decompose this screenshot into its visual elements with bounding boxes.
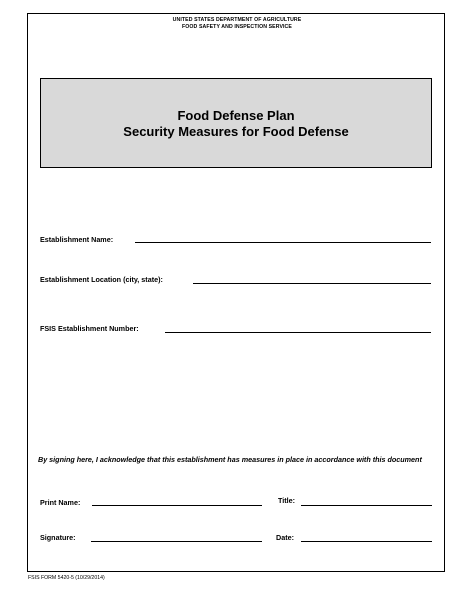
establishment-location-field[interactable] xyxy=(193,283,431,284)
title-box xyxy=(40,78,432,168)
agency-name: UNITED STATES DEPARTMENT OF AGRICULTURE xyxy=(172,17,302,23)
print-name-field[interactable] xyxy=(92,505,262,506)
establishment-name-field[interactable] xyxy=(135,242,431,243)
signature-label: Signature: xyxy=(40,533,76,542)
form-title: Food Defense Plan xyxy=(177,108,295,123)
acknowledgment-text: By signing here, I acknowledge that this establishment has measures in place in accordance with this document xyxy=(38,455,422,464)
print-name-label: Print Name: xyxy=(40,498,81,507)
signature-field[interactable] xyxy=(91,541,262,542)
date-label: Date: xyxy=(276,533,294,542)
date-field[interactable] xyxy=(301,541,432,542)
establishment-name-label: Establishment Name: xyxy=(40,235,114,244)
form-subtitle: Security Measures for Food Defense xyxy=(123,124,349,139)
title-field[interactable] xyxy=(301,505,432,506)
agency-service: FOOD SAFETY AND INSPECTION SERVICE xyxy=(182,24,292,30)
fsis-number-field[interactable] xyxy=(165,332,431,333)
form-number: FSIS FORM 5420-5 (10/29/2014) xyxy=(28,575,105,581)
fsis-number-label: FSIS Establishment Number: xyxy=(40,324,139,333)
title-label: Title: xyxy=(278,496,296,505)
establishment-location-label: Establishment Location (city, state): xyxy=(40,275,163,284)
